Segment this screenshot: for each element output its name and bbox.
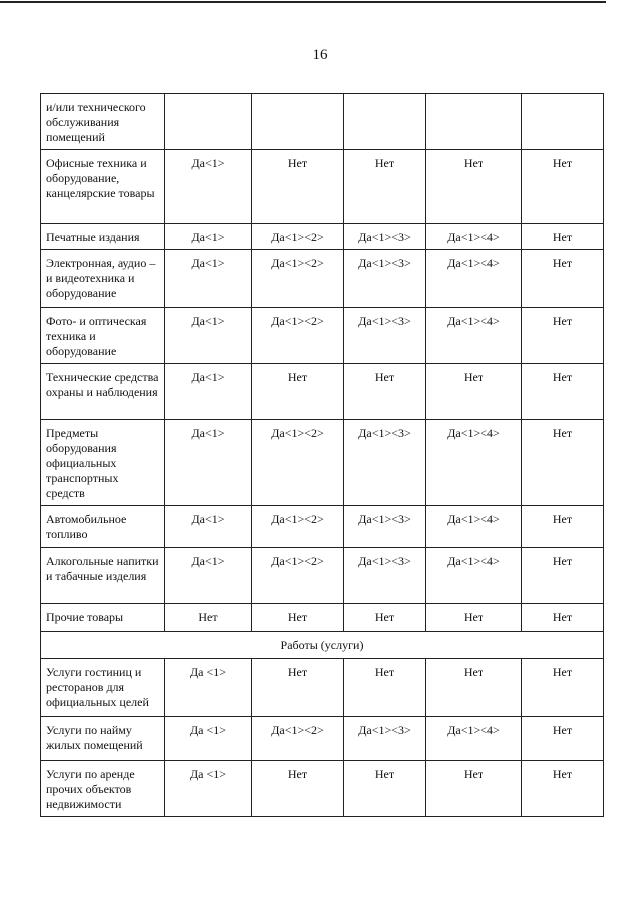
item-name: Технические средства охраны и наблюдения (41, 364, 165, 420)
cell-value: Нет (426, 604, 522, 632)
cell-value: Да<1><2> (252, 224, 344, 250)
cell-value: Нет (522, 420, 604, 506)
cell-value: Да<1><3> (344, 420, 426, 506)
cell-value: Да<1><2> (252, 308, 344, 364)
cell-value: Да<1><4> (426, 548, 522, 604)
table-row (41, 364, 604, 420)
cell-value: Нет (522, 506, 604, 548)
cell-value: Да<1><2> (252, 420, 344, 506)
item-name: и/или технического обслуживания помещений (41, 94, 165, 150)
table-row (41, 604, 604, 632)
cell-value: Нет (522, 604, 604, 632)
cell-value: Да<1><4> (426, 308, 522, 364)
cell-value: Нет (252, 761, 344, 817)
cell-value: Нет (426, 150, 522, 224)
table-row (41, 659, 604, 717)
item-name: Автомобильное топливо (41, 506, 165, 548)
item-name: Алкогольные напитки и табачные изделия (41, 548, 165, 604)
item-name: Прочие товары (41, 604, 165, 632)
page-number: 16 (312, 47, 328, 63)
cell-value: Да<1> (165, 548, 252, 604)
table-row (41, 150, 604, 224)
section-header-row (41, 632, 604, 659)
cell-value: Нет (522, 548, 604, 604)
cell-value: Нет (344, 761, 426, 817)
item-name: Услуги по найму жилых помещений (41, 717, 165, 761)
cell-value: Да<1><4> (426, 506, 522, 548)
cell-value (165, 94, 252, 150)
cell-value: Да<1><3> (344, 506, 426, 548)
cell-value: Да<1> (165, 150, 252, 224)
table-row (41, 94, 604, 150)
cell-value: Нет (522, 717, 604, 761)
cell-value: Нет (522, 150, 604, 224)
cell-value (426, 94, 522, 150)
cell-value: Нет (344, 659, 426, 717)
table-row (41, 250, 604, 308)
table-row (41, 761, 604, 817)
cell-value: Да<1><3> (344, 224, 426, 250)
cell-value (252, 94, 344, 150)
table-row (41, 717, 604, 761)
item-name: Печатные издания (41, 224, 165, 250)
cell-value: Да<1><4> (426, 250, 522, 308)
cell-value: Да<1><4> (426, 224, 522, 250)
cell-value (522, 94, 604, 150)
cell-value: Нет (426, 659, 522, 717)
cell-value: Да<1><4> (426, 717, 522, 761)
table-row (41, 506, 604, 548)
cell-value: Нет (522, 224, 604, 250)
cell-value: Да<1> (165, 308, 252, 364)
cell-value: Нет (344, 364, 426, 420)
cell-value: Да<1><2> (252, 506, 344, 548)
cell-value: Нет (522, 659, 604, 717)
cell-value: Нет (522, 761, 604, 817)
cell-value: Нет (252, 364, 344, 420)
cell-value: Нет (344, 150, 426, 224)
cell-value: Нет (252, 150, 344, 224)
cell-value: Да<1><4> (426, 420, 522, 506)
cell-value: Да <1> (165, 717, 252, 761)
cell-value: Да<1><2> (252, 717, 344, 761)
table-row (41, 548, 604, 604)
cell-value: Да<1><3> (344, 250, 426, 308)
item-name: Услуги по аренде прочих объектов недвижимости (41, 761, 165, 817)
item-name: Фото- и оптическая техника и оборудование (41, 308, 165, 364)
table-row (41, 308, 604, 364)
cell-value: Да<1> (165, 250, 252, 308)
cell-value: Да<1> (165, 224, 252, 250)
cell-value: Нет (522, 250, 604, 308)
cell-value: Да <1> (165, 761, 252, 817)
cell-value: Да<1><3> (344, 308, 426, 364)
cell-value: Да<1> (165, 420, 252, 506)
cell-value: Нет (252, 604, 344, 632)
item-name: Офисные техника и оборудование, канцелярские товары (41, 150, 165, 224)
item-name: Услуги гостиниц и ресторанов для официальных целей (41, 659, 165, 717)
cell-value: Да <1> (165, 659, 252, 717)
cell-value: Да<1><2> (252, 548, 344, 604)
cell-value: Да<1><3> (344, 548, 426, 604)
cell-value: Нет (522, 364, 604, 420)
cell-value: Нет (426, 364, 522, 420)
cell-value: Нет (426, 761, 522, 817)
cell-value: Да<1><3> (344, 717, 426, 761)
table-row (41, 420, 604, 506)
item-name: Электронная, аудио – и видеотехника и оборудование (41, 250, 165, 308)
cell-value: Да<1> (165, 506, 252, 548)
item-name: Предметы оборудования официальных транспортных средств (41, 420, 165, 506)
section-header: Работы (услуги) (41, 632, 604, 659)
cell-value: Нет (344, 604, 426, 632)
privileges-table (40, 93, 604, 817)
table-row (41, 224, 604, 250)
cell-value: Да<1> (165, 364, 252, 420)
cell-value: Нет (522, 308, 604, 364)
top-rule (0, 1, 606, 3)
cell-value: Нет (252, 659, 344, 717)
cell-value: Да<1><2> (252, 250, 344, 308)
cell-value: Нет (165, 604, 252, 632)
cell-value (344, 94, 426, 150)
